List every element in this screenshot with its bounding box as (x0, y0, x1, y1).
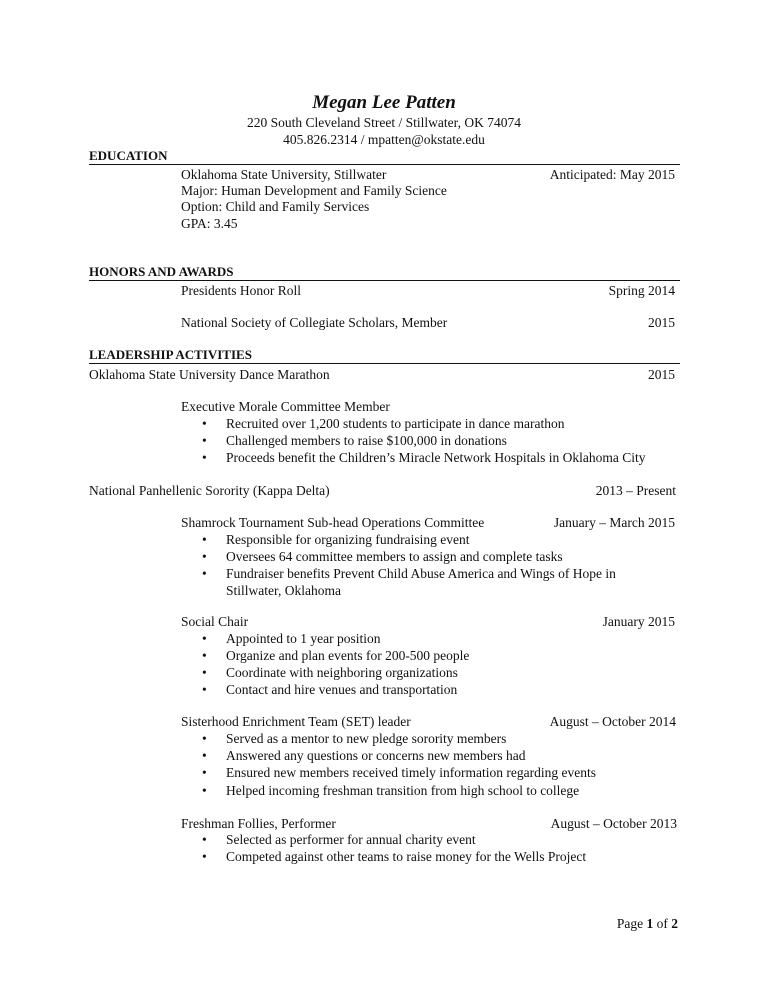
honor-title: National Society of Collegiate Scholars, Member (181, 315, 448, 330)
bullet-text-continuation: Stillwater, Oklahoma (226, 583, 341, 598)
bullet-dot: • (202, 731, 207, 746)
bullet-dot: • (202, 433, 207, 448)
address-line: 220 South Cleveland Street / Stillwater, OK 74074 (247, 115, 521, 130)
bullet-dot: • (202, 748, 207, 763)
bullet-text: Competed against other teams to raise money for the Wells Project (226, 849, 587, 864)
page-current: 1 (646, 916, 654, 931)
page-label: Page (616, 916, 644, 931)
education-option: Option: Child and Family Services (181, 199, 370, 214)
bullet-text: Served as a mentor to new pledge sorority members (226, 731, 507, 746)
education-date: Anticipated: May 2015 (549, 167, 675, 182)
role-date: August – October 2014 (549, 714, 676, 729)
bullet-dot: • (202, 783, 207, 798)
honor-date: Spring 2014 (608, 283, 675, 298)
bullet-dot: • (202, 765, 207, 780)
bullet-dot: • (202, 682, 207, 697)
bullet-text: Answered any questions or concerns new members had (226, 748, 526, 763)
bullet-dot: • (202, 648, 207, 663)
honors-divider (89, 280, 680, 281)
bullet-text: Helped incoming freshman transition from high school to college (226, 783, 580, 798)
page-number (520, 915, 678, 932)
org-date: 2013 – Present (595, 483, 676, 498)
bullet-text: Organize and plan events for 200-500 people (226, 648, 470, 663)
role-title: Executive Morale Committee Member (181, 399, 390, 414)
bullet-text: Coordinate with neighboring organizations (226, 665, 458, 680)
bullet-text: Recruited over 1,200 students to participate in dance marathon (226, 416, 565, 431)
bullet-dot: • (202, 532, 207, 547)
bullet-dot: • (202, 665, 207, 680)
education-major: Major: Human Development and Family Science (181, 183, 447, 198)
org-name: Oklahoma State University Dance Marathon (89, 367, 330, 382)
education-divider (89, 164, 680, 165)
role-date: January – March 2015 (553, 515, 675, 530)
bullet-text: Appointed to 1 year position (226, 631, 381, 646)
role-title: Freshman Follies, Performer (181, 816, 336, 831)
bullet-dot: • (202, 416, 207, 431)
bullet-dot: • (202, 832, 207, 847)
page-total: 2 (671, 916, 678, 931)
resume-name: Megan Lee Patten (312, 92, 456, 113)
bullet-text: Oversees 64 committee members to assign and complete tasks (226, 549, 563, 564)
bullet-text: Challenged members to raise $100,000 in donations (226, 433, 507, 448)
role-title: Sisterhood Enrichment Team (SET) leader (181, 714, 411, 729)
role-title: Social Chair (181, 614, 249, 629)
org-name: National Panhellenic Sorority (Kappa Delta) (89, 483, 330, 498)
bullet-dot: • (202, 566, 207, 581)
leadership-heading: LEADERSHIP ACTIVITIES (89, 347, 252, 362)
contact-line: 405.826.2314 / mpatten@okstate.edu (283, 132, 485, 147)
bullet-text: Fundraiser benefits Prevent Child Abuse America and Wings of Hope in (226, 566, 616, 581)
honor-date: 2015 (648, 315, 675, 330)
education-school: Oklahoma State University, Stillwater (181, 167, 387, 182)
bullet-dot: • (202, 549, 207, 564)
honors-heading: HONORS AND AWARDS (89, 264, 234, 279)
bullet-dot: • (202, 631, 207, 646)
bullet-dot: • (202, 849, 207, 864)
education-gpa: GPA: 3.45 (181, 216, 238, 231)
bullet-text: Contact and hire venues and transportation (226, 682, 458, 697)
bullet-text: Selected as performer for annual charity event (226, 832, 476, 847)
bullet-dot: • (202, 450, 207, 465)
education-heading: EDUCATION (89, 148, 168, 163)
leadership-divider (89, 363, 680, 364)
bullet-text: Proceeds benefit the Children’s Miracle Network Hospitals in Oklahoma City (226, 450, 646, 465)
role-date: August – October 2013 (550, 816, 677, 831)
role-date: January 2015 (602, 614, 675, 629)
bullet-text: Ensured new members received timely information regarding events (226, 765, 596, 780)
role-title: Shamrock Tournament Sub-head Operations Committee (181, 515, 485, 530)
honor-title: Presidents Honor Roll (181, 283, 301, 298)
org-date: 2015 (648, 367, 675, 382)
of-label: of (656, 916, 668, 931)
bullet-text: Responsible for organizing fundraising event (226, 532, 470, 547)
